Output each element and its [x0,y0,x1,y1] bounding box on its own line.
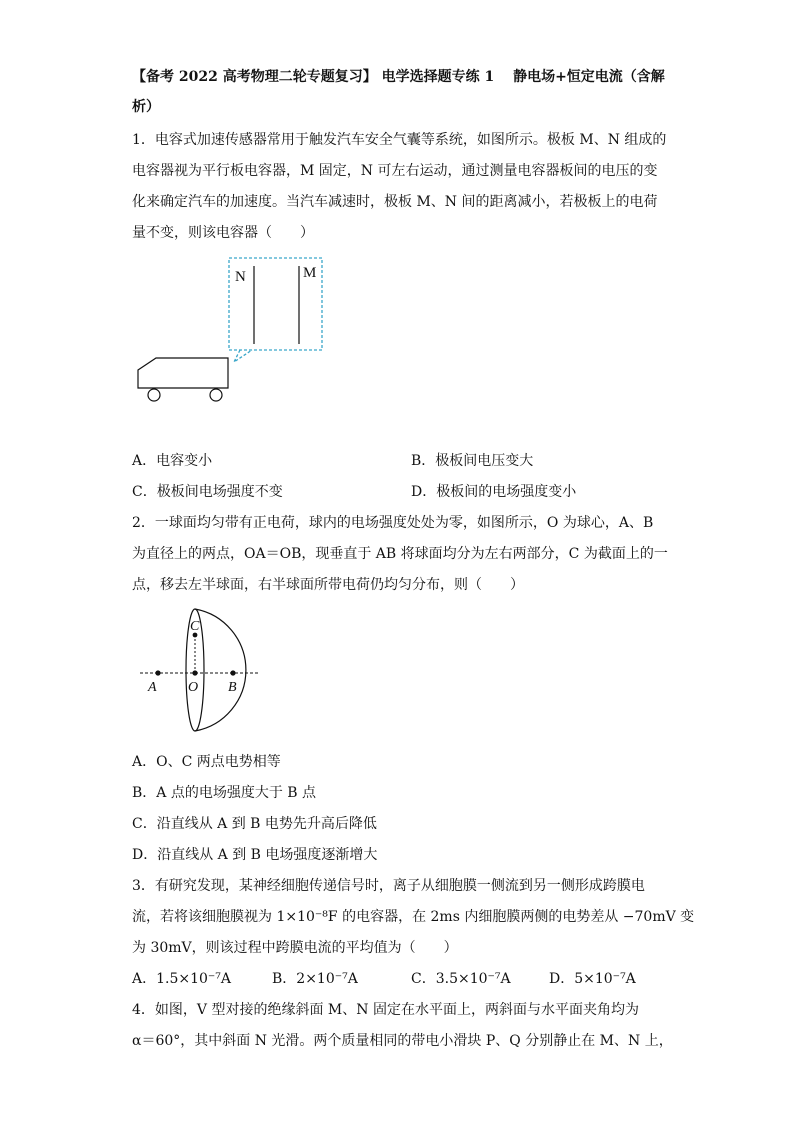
q2-hemisphere-figure [135,605,265,735]
car-wheel-rear [210,389,222,401]
label-c: C [190,619,200,634]
q3-option-c: C．3.5×10⁻⁷A [411,971,511,987]
q3-text-line-3: 为 30mV，则该过程中跨膜电流的平均值为（ ） [132,940,458,956]
point-b [230,670,235,675]
q2-text-line-3: 点，移去左半球面，右半球面所带电荷仍均匀分布，则（ ） [132,577,524,593]
document-title-line-1: 【备考 2022 高考物理二轮专题复习】 电学选择题专练 1 静电场+恒定电流（含解 [132,69,665,85]
car-wheel-front [148,389,160,401]
q2-text-line-2: 为直径上的两点，OA＝OB，现垂直于 AB 将球面均分为左右两部分，C 为截面上的一 [132,546,668,562]
q4-text-line-1: 4．如图，V 型对接的绝缘斜面 M、N 固定在水平面上，两斜面与水平面夹角均为 [132,1002,639,1018]
q1-text-line-3: 化来确定汽车的加速度。当汽车减速时，极板 M、N 间的距离减小，若极板上的电荷 [132,194,658,210]
label-n: N [235,269,246,285]
callout-pointer [234,350,252,362]
q1-capacitor-car-figure [130,252,340,407]
q1-option-a: A．电容变小 [132,453,213,469]
hemisphere-outline [195,609,246,731]
q3-text-line-1: 3．有研究发现，某神经细胞传递信号时，离子从细胞膜一侧流到另一侧形成跨膜电 [132,878,645,894]
q1-text-line-1: 1．电容式加速传感器常用于触发汽车安全气囊等系统，如图所示。极板 M、N 组成的 [132,132,667,148]
q3-option-a: A．1.5×10⁻⁷A [132,971,232,987]
q1-option-b: B．极板间电压变大 [411,453,534,469]
q1-option-d: D．极板间的电场强度变小 [411,484,577,500]
point-o [192,670,197,675]
q1-option-c: C．极板间电场强度不变 [132,484,283,500]
q3-text-line-2: 流，若将该细胞膜视为 1×10⁻⁸F 的电容器，在 2ms 内细胞膜两侧的电势差从 −70mV 变 [132,909,695,925]
q3-option-d: D．5×10⁻⁷A [549,971,636,987]
q2-option-c: C．沿直线从 A 到 B 电势先升高后降低 [132,816,377,832]
label-m: M [303,265,317,281]
q2-option-d: D．沿直线从 A 到 B 电场强度逐渐增大 [132,847,378,863]
q3-option-b: B．2×10⁻⁷A [272,971,358,987]
label-o: O [188,680,199,695]
point-a [155,670,160,675]
q2-option-b: B．A 点的电场强度大于 B 点 [132,785,317,801]
car-body [138,358,228,388]
q2-text-line-1: 2．一球面均匀带有正电荷，球内的电场强度处处为零，如图所示，O 为球心，A、B [132,515,654,531]
label-b: B [228,680,237,695]
q1-text-line-4: 量不变，则该电容器（ ） [132,225,314,241]
q4-text-line-2: α＝60°，其中斜面 N 光滑。两个质量相同的带电小滑块 P、Q 分别静止在 M、N 上， [132,1033,673,1049]
q1-text-line-2: 电容器视为平行板电容器，M 固定，N 可左右运动，通过测量电容器板间的电压的变 [132,163,658,179]
label-a: A [148,680,157,695]
document-title-line-2: 析） [132,99,160,115]
q2-option-a: A．O、C 两点电势相等 [132,754,281,770]
